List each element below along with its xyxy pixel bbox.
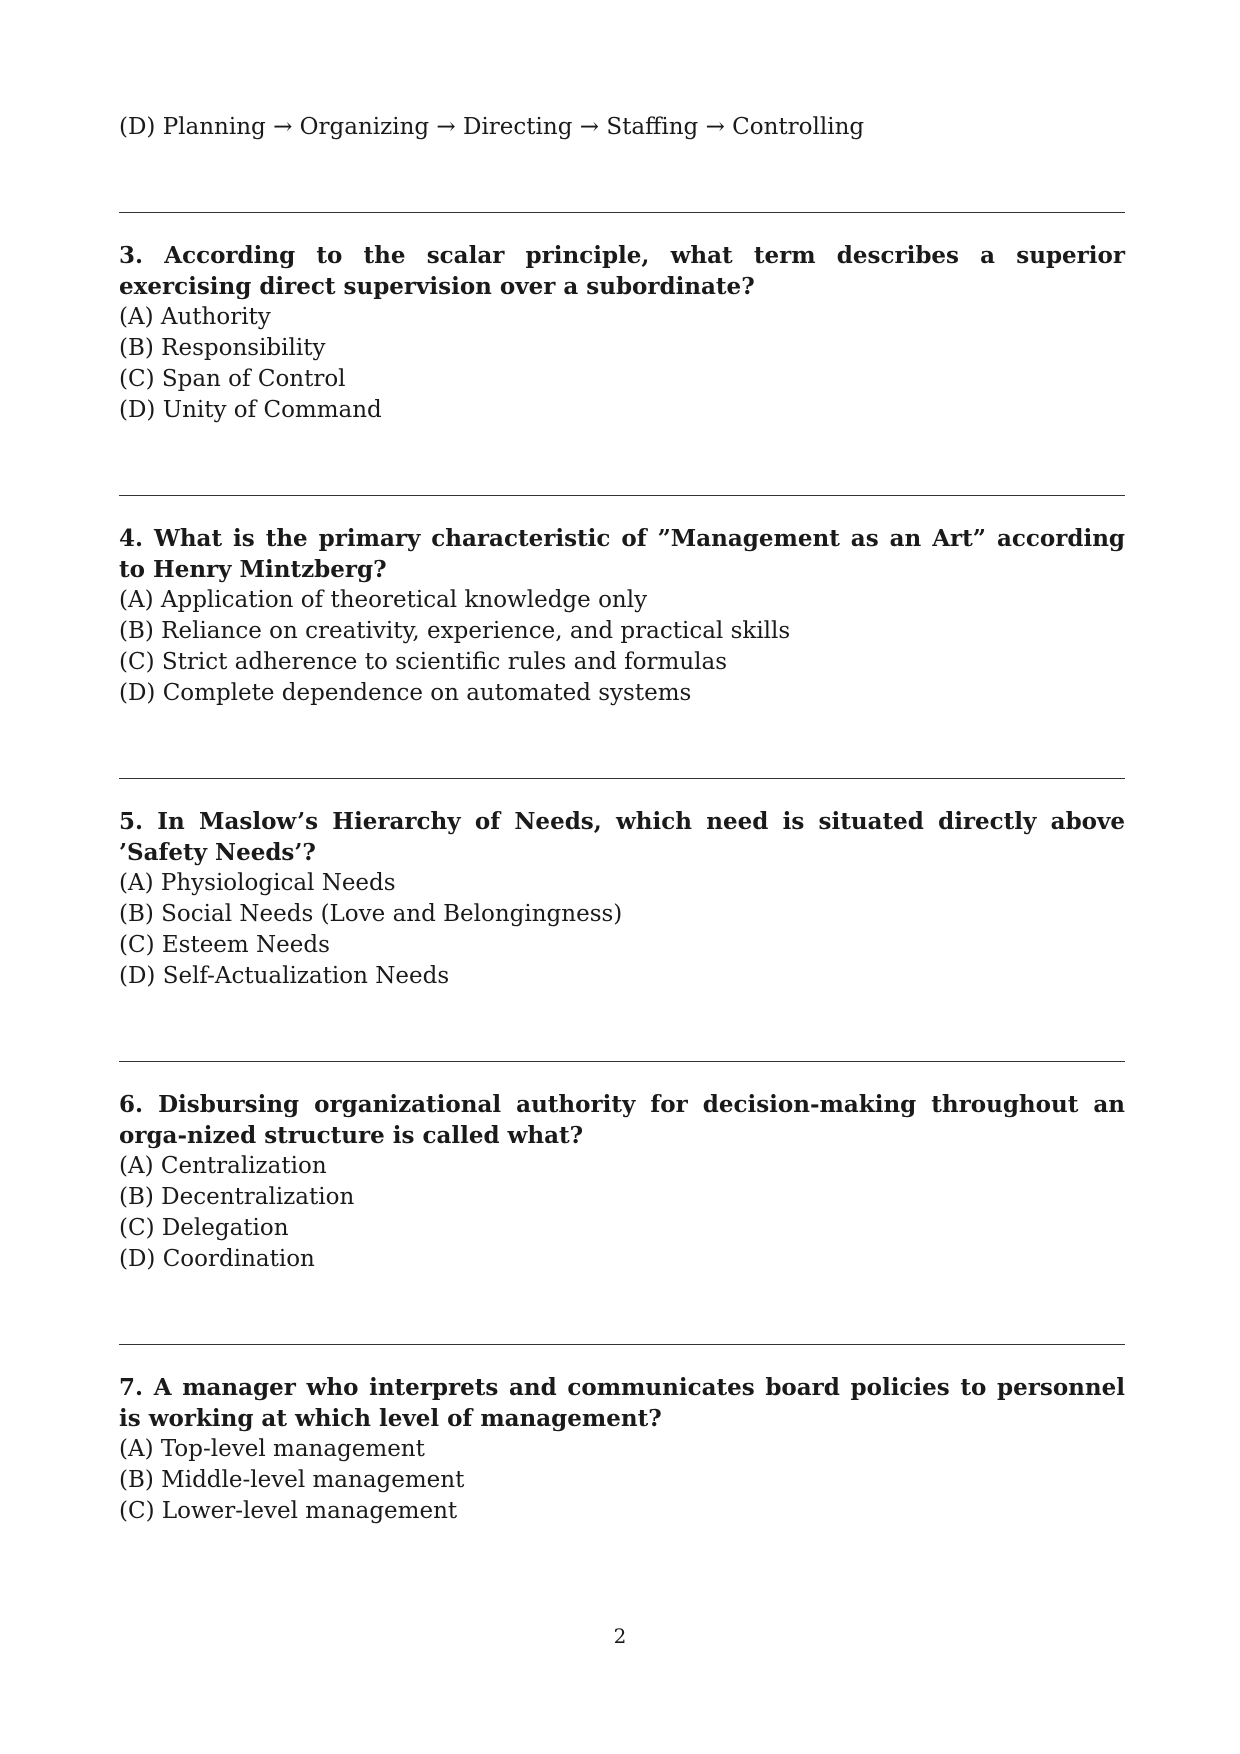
option-b: (B) Social Needs (Love and Belongingness)	[119, 901, 623, 927]
option-a: (A) Application of theoretical knowledge only	[119, 587, 648, 613]
question-stem: Disbursing organizational authority for decision-making throughout an orga-nized structure is called what?	[119, 1091, 1125, 1149]
option-d: (D) Unity of Command	[119, 397, 382, 423]
question-stem: According to the scalar principle, what term describes a superior exercising direct supervision over a subordinate?	[119, 242, 1125, 300]
question-6	[119, 1089, 1125, 1275]
question-text	[119, 1372, 1125, 1434]
question-number: 3.	[119, 242, 144, 269]
answer-options	[119, 302, 1125, 426]
question-text	[119, 1089, 1125, 1151]
question-text	[119, 806, 1125, 868]
page-content	[119, 112, 1125, 1527]
option-c: (C) Strict adherence to scientific rules and formulas	[119, 649, 728, 675]
answer-options	[119, 1151, 1125, 1275]
question-divider	[119, 1344, 1125, 1345]
question-text	[119, 523, 1125, 585]
option-c: (C) Delegation	[119, 1215, 289, 1241]
question-divider	[119, 495, 1125, 496]
option-a: (A) Physiological Needs	[119, 870, 396, 896]
question-divider	[119, 1061, 1125, 1062]
answer-options	[119, 868, 1125, 992]
question-divider	[119, 778, 1125, 779]
carryover-option: (D) Planning → Organizing → Directing → Staffing → Controlling	[119, 114, 865, 140]
question-divider	[119, 212, 1125, 213]
option-a: (A) Authority	[119, 304, 271, 330]
option-b: (B) Decentralization	[119, 1184, 355, 1210]
option-b: (B) Middle-level management	[119, 1467, 465, 1493]
option-d: (D) Self-Actualization Needs	[119, 963, 450, 989]
answer-options	[119, 1434, 1125, 1527]
page-number: 2	[613, 1624, 627, 1648]
question-stem: In Maslow’s Hierarchy of Needs, which need is situated directly above ’Safety Needs’?	[119, 808, 1125, 866]
option-d: (D) Complete dependence on automated systems	[119, 680, 692, 706]
option-a: (A) Top-level management	[119, 1436, 425, 1462]
answer-options	[119, 585, 1125, 709]
question-3	[119, 240, 1125, 426]
option-c: (C) Span of Control	[119, 366, 346, 392]
option-b: (B) Responsibility	[119, 335, 326, 361]
question-number: 6.	[119, 1091, 144, 1118]
option-a: (A) Centralization	[119, 1153, 327, 1179]
question-number: 5.	[119, 808, 144, 835]
question-4	[119, 523, 1125, 709]
option-b: (B) Reliance on creativity, experience, and practical skills	[119, 618, 791, 644]
question-number: 4.	[119, 525, 144, 552]
question-stem: A manager who interprets and communicates board policies to personnel is working at which level of management?	[119, 1374, 1125, 1432]
question-7	[119, 1372, 1125, 1527]
question-number: 7.	[119, 1374, 144, 1401]
option-c: (C) Esteem Needs	[119, 932, 330, 958]
option-c: (C) Lower-level management	[119, 1498, 458, 1524]
option-d: (D) Coordination	[119, 1246, 315, 1272]
question-5	[119, 806, 1125, 992]
question-stem: What is the primary characteristic of ”Management as an Art” according to Henry Mintzberg?	[119, 525, 1125, 583]
question-text	[119, 240, 1125, 302]
